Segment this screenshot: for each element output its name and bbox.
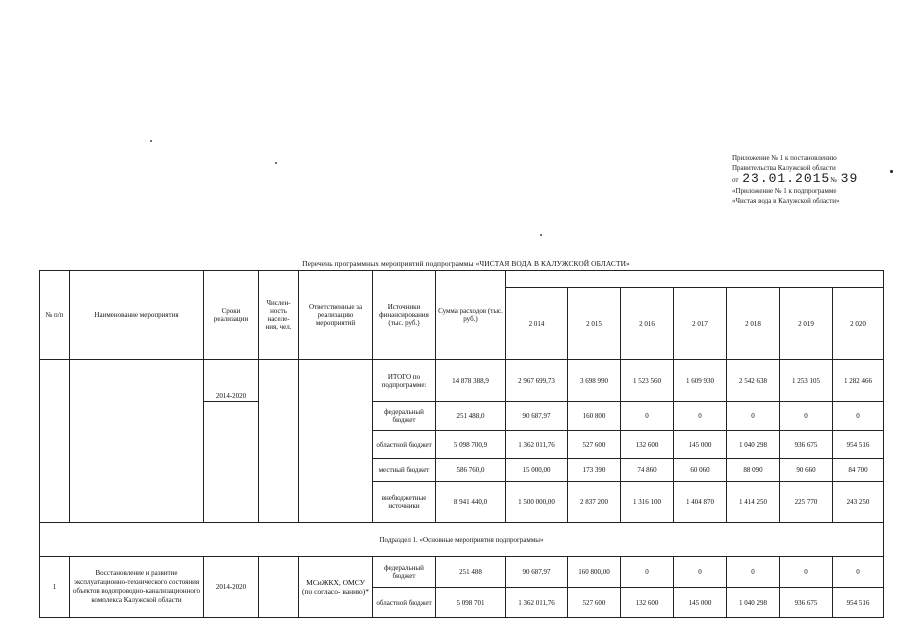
scan-speck [890,170,893,173]
header-year: 2 019 [780,288,833,360]
summary-year-value: 90 687,97 [506,402,568,431]
summary-period-text: 2014-2020 [215,392,247,400]
summary-period-blank [204,402,259,523]
summary-source: федеральный бюджет [373,402,436,431]
summary-year-value: 936 675 [780,431,833,459]
subsection-row [40,523,884,557]
header-year: 2 020 [833,288,884,360]
summary-year-value: 1 282 466 [833,360,884,402]
item1-year-value: 0 [621,557,674,588]
item1-name: Восстановление и развитие эксплуатационно-технического состояния объектов водопроводно-канализационного комплекса Калужской области [70,557,204,618]
summary-year-value: 243 250 [833,482,884,523]
summary-total: 8 941 440,0 [436,482,506,523]
item1-responsible: МСиЖКХ, ОМСУ (по согласо- ванию)* [299,557,373,618]
header-years-group [506,271,884,288]
summary-source: местный бюджет [373,459,436,482]
scan-speck [275,162,277,164]
summary-population [259,360,299,523]
summary-year-value: 3 698 990 [568,360,621,402]
summary-year-value: 0 [727,402,780,431]
item1-year-value: 132 600 [621,588,674,618]
summary-total-row [40,360,884,402]
summary-year-value: 2 542 638 [727,360,780,402]
item1-year-value: 0 [780,557,833,588]
date-prefix: от [732,176,739,184]
header-sources: Источники финансирования (тыс. руб.) [373,271,436,360]
summary-year-value: 1 316 100 [621,482,674,523]
summary-year-value: 1 414 250 [727,482,780,523]
item1-year-value: 0 [833,557,884,588]
subsection-title: Подраздел 1. «Основные мероприятия подпрограммы» [40,523,884,557]
summary-total: 586 760,0 [436,459,506,482]
appendix-date: 23.01.2015 [742,171,831,186]
summary-year-value: 132 600 [621,431,674,459]
summary-year-value: 84 700 [833,459,884,482]
scan-speck [150,140,152,142]
item1-total: 251 488 [436,557,506,588]
summary-year-value: 173 390 [568,459,621,482]
summary-total: 5 098 700,9 [436,431,506,459]
header-year: 2 018 [727,288,780,360]
item1-year-value: 90 687,97 [506,557,568,588]
appendix-note [732,153,902,206]
header-population: Числен- ность населе- ния, чел. [259,271,299,360]
item1-year-value: 936 675 [780,588,833,618]
item1-year-value: 0 [674,557,727,588]
summary-num [40,360,70,523]
header-num: № п/п [40,271,70,360]
document-title: Перечень программных мероприятий подпрограммы «ЧИСТАЯ ВОДА В КАЛУЖСКОЙ ОБЛАСТИ» [302,259,630,268]
summary-year-value: 88 090 [727,459,780,482]
summary-source: внебюджетные источники [373,482,436,523]
summary-year-value: 1 362 011,76 [506,431,568,459]
item1-year-value: 160 800,00 [568,557,621,588]
item1-num: 1 [40,557,70,618]
summary-year-value: 0 [674,402,727,431]
item1-year-value: 1 040 298 [727,588,780,618]
summary-source: ИТОГО по подпрограмме: [373,360,436,402]
appendix-line-4: «Приложение № 1 к подпрограмме [732,187,837,195]
measures-table [39,270,884,618]
header-year: 2 014 [506,288,568,360]
summary-year-value: 145 000 [674,431,727,459]
appendix-number: 39 [840,171,859,186]
item1-federal-row [40,557,884,588]
summary-year-value: 1 253 105 [780,360,833,402]
summary-year-value: 2 837 200 [568,482,621,523]
summary-year-value: 0 [833,402,884,431]
summary-responsible [299,360,373,523]
summary-year-value: 1 609 930 [674,360,727,402]
summary-name [70,360,204,523]
appendix-line-2: Правительства Калужской области [732,164,836,172]
item1-total: 5 098 701 [436,588,506,618]
summary-year-value: 2 967 699,73 [506,360,568,402]
item1-source: областной бюджет [373,588,436,618]
summary-year-value: 60 060 [674,459,727,482]
summary-year-value: 90 660 [780,459,833,482]
summary-total: 14 878 388,9 [436,360,506,402]
item1-source: федеральный бюджет [373,557,436,588]
appendix-line-5: «Чистая вода в Калужской области» [732,197,840,205]
summary-year-value: 0 [780,402,833,431]
appendix-line-1: Приложение № 1 к постановлению [732,154,837,162]
summary-year-value: 15 000,00 [506,459,568,482]
summary-year-value: 1 404 870 [674,482,727,523]
header-row [40,271,884,288]
summary-year-value: 954 516 [833,431,884,459]
summary-year-value: 74 860 [621,459,674,482]
item1-year-value: 954 516 [833,588,884,618]
item1-year-value: 1 362 011,76 [506,588,568,618]
summary-year-value: 1 040 298 [727,431,780,459]
header-year: 2 017 [674,288,727,360]
header-period: Сроки реализации [204,271,259,360]
appendix-date-line [732,173,902,186]
summary-source: областной бюджет [373,431,436,459]
header-responsible: Ответственные за реализацию мероприятий [299,271,373,360]
item1-year-value: 0 [727,557,780,588]
item1-period: 2014-2020 [204,557,259,618]
summary-year-value: 1 500 000,00 [506,482,568,523]
summary-period [204,360,259,402]
summary-year-value: 0 [621,402,674,431]
summary-year-value: 1 523 560 [621,360,674,402]
summary-total: 251 488,0 [436,402,506,431]
scan-speck [540,234,542,236]
header-total: Сумма расходов (тыс. руб.) [436,271,506,360]
summary-year-value: 225 770 [780,482,833,523]
item1-year-value: 145 000 [674,588,727,618]
header-year: 2 016 [621,288,674,360]
number-prefix: № [830,176,837,184]
item1-population [259,557,299,618]
item1-year-value: 527 600 [568,588,621,618]
summary-year-value: 527 600 [568,431,621,459]
header-name: Наименование мероприятия [70,271,204,360]
header-year: 2 015 [568,288,621,360]
summary-year-value: 160 800 [568,402,621,431]
